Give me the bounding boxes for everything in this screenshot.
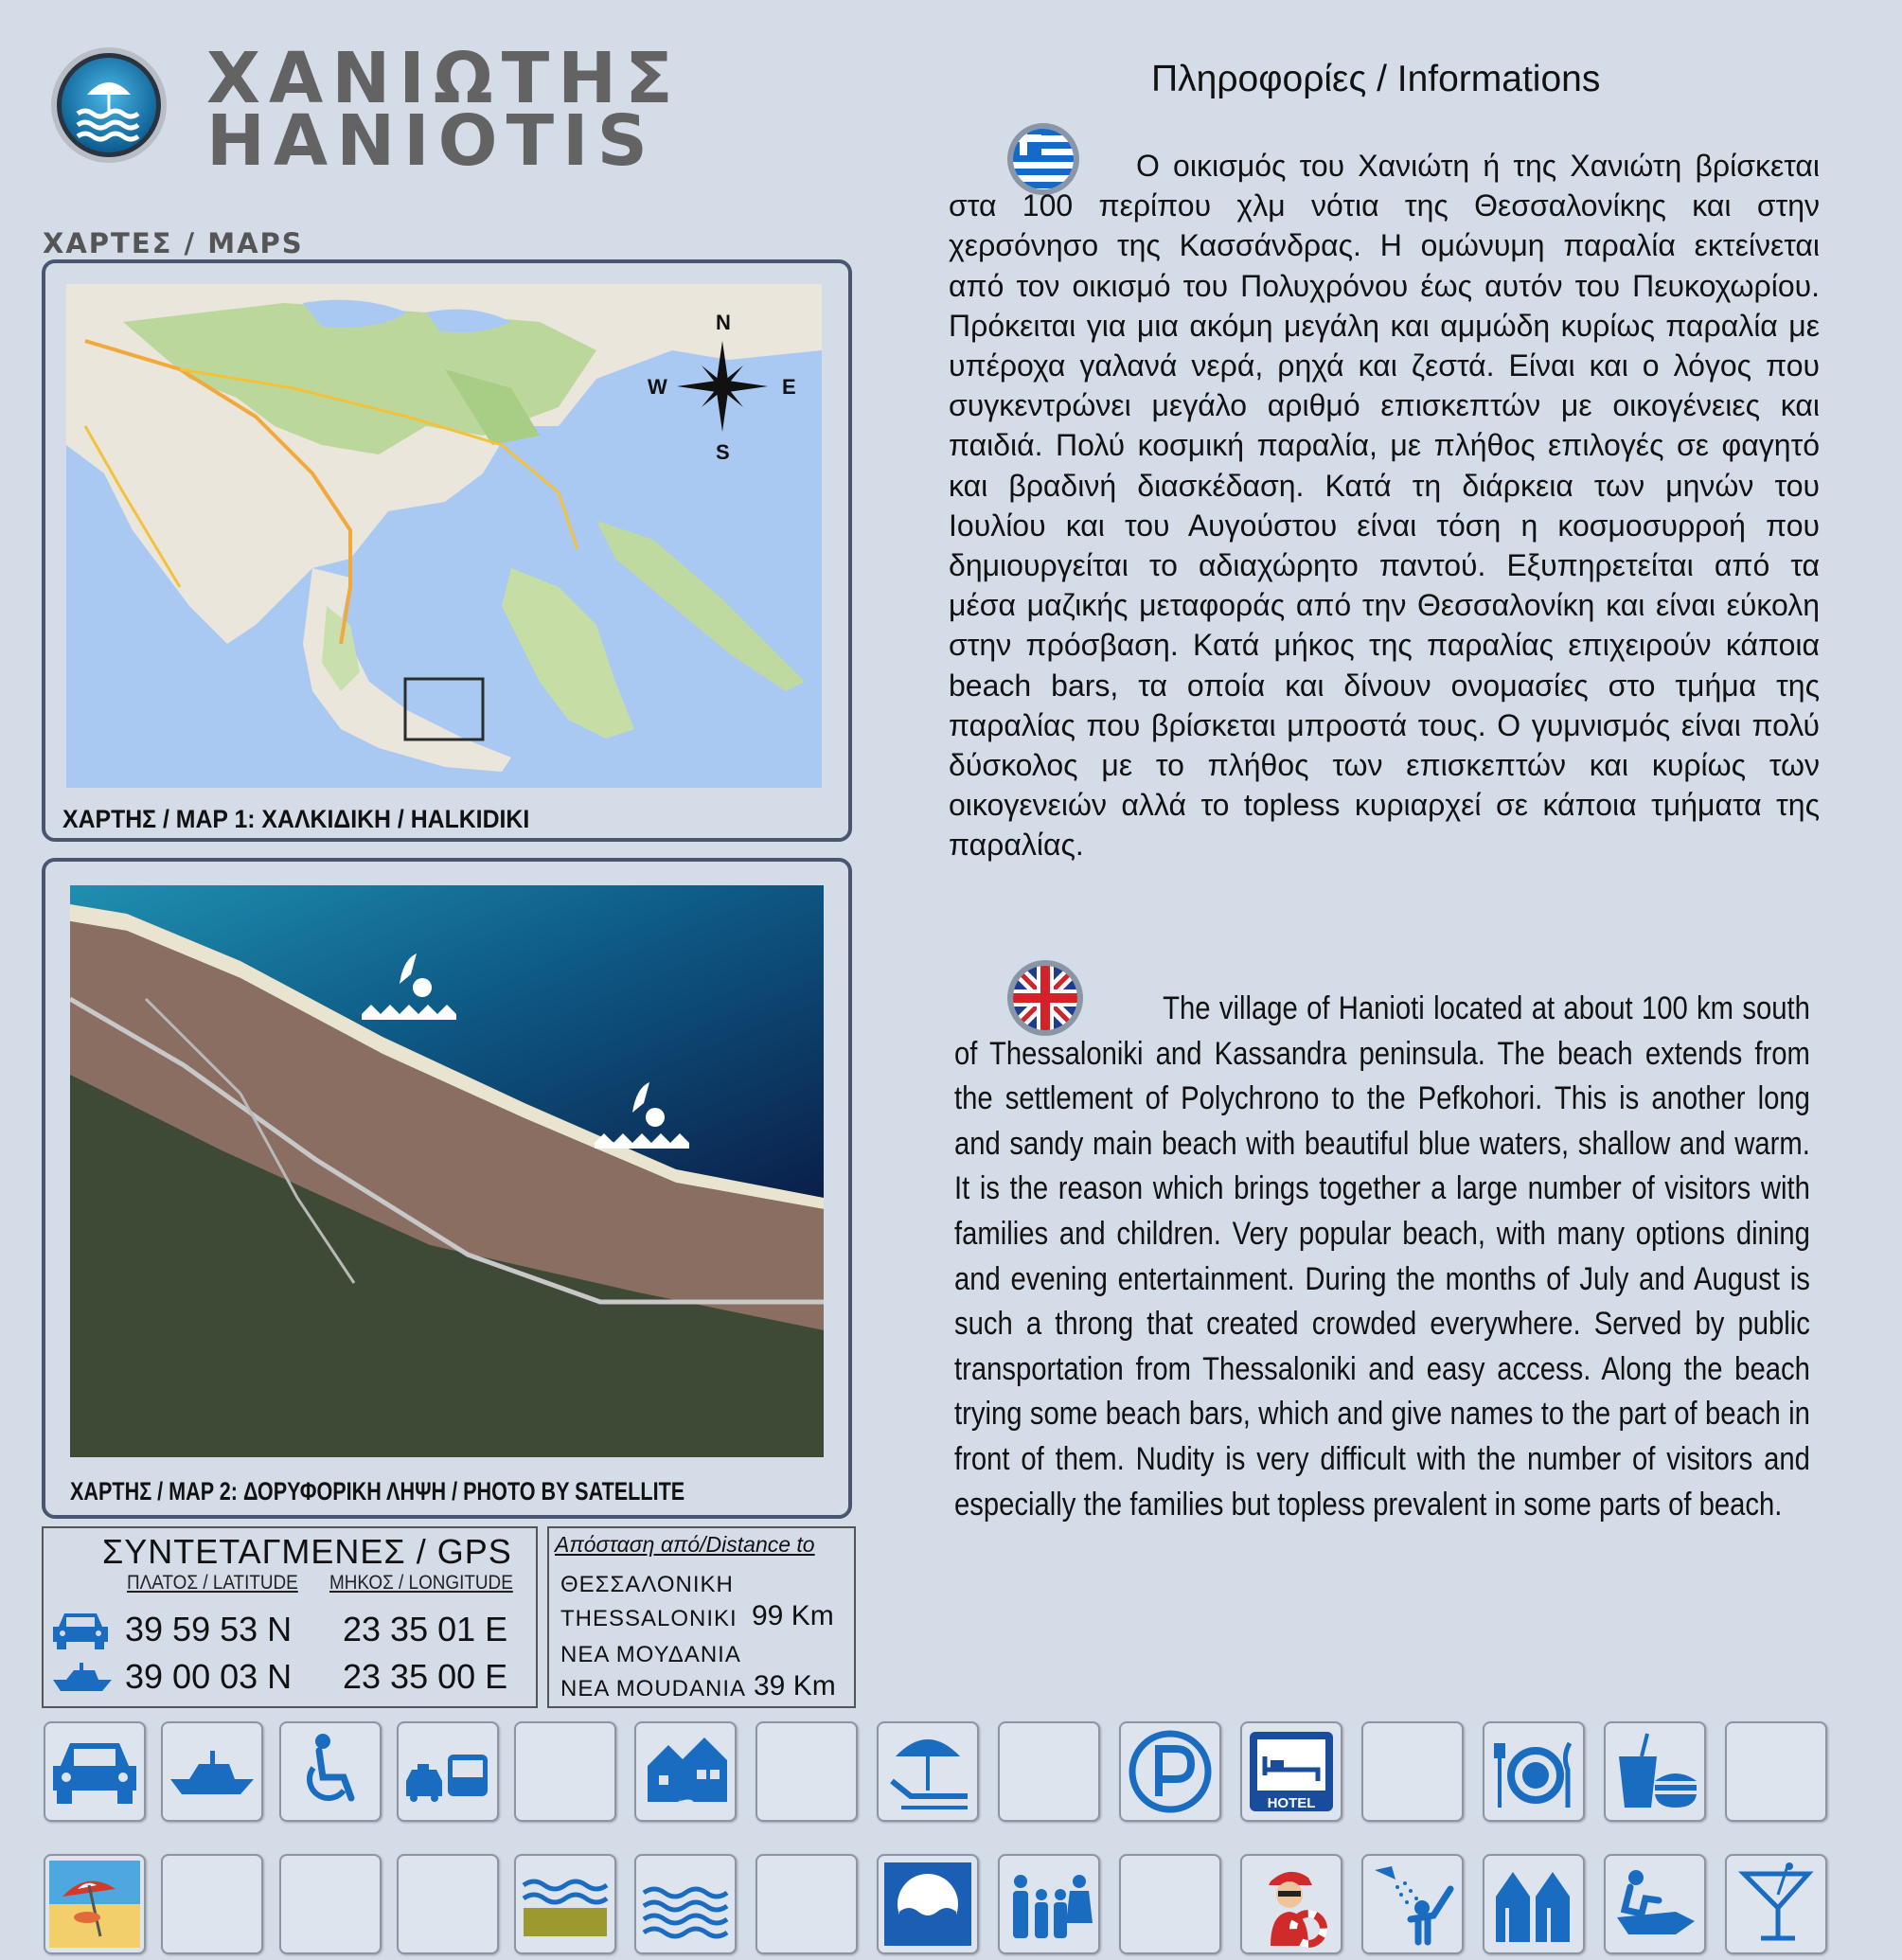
distance-city-2-latin: NEA MOUDANIA: [560, 1676, 747, 1702]
boat-access-tile[interactable]: [161, 1721, 263, 1822]
hotel-label: HOTEL: [1267, 1795, 1316, 1811]
changing-cabins-icon: [1488, 1861, 1579, 1948]
empty-tile: [755, 1854, 858, 1954]
car-icon: [51, 1610, 110, 1651]
wheelchair-access-tile[interactable]: [279, 1721, 382, 1822]
map2-caption: ΧΑΡΤΗΣ / MAP 2: ΔΟΡΥΦΟΡΙΚΗ ΛΗΨΗ / PHOTO BY SATELLITE: [70, 1477, 685, 1506]
fast-food-tile[interactable]: [1604, 1721, 1706, 1822]
changing-cabins-tile[interactable]: [1483, 1854, 1585, 1954]
beach-photo-tile[interactable]: [44, 1854, 146, 1954]
page-title-latin: HANIOTIS: [206, 100, 656, 182]
empty-tile: [161, 1854, 263, 1954]
umbrella-sunbed-icon: [882, 1728, 973, 1815]
houses-icon: [640, 1728, 731, 1815]
boat-icon: [51, 1659, 114, 1693]
shower-tile[interactable]: [1361, 1854, 1464, 1954]
english-description: The village of Hanioti located at about 100 km south of Thessaloniki and Kassandra peninsula. The beach extends from the settlement of Polychrono to the Pefkohori. This is another long and sandy main beach with beautiful blue waters, shallow and warm. It is the reason which brings together a large number of visitors with families and children. Very popular beach, with many options dining and evening entertainment. During the months of July and August is such a throng that created crowded everywhere. Served by public transportation from Thessaloniki and easy access. Along the beach trying some beach bars, which and give names to the part of beach in front of them. Nudity is very difficult with the number of visitors and especially the families but topless prevalent in some parts of beach.: [954, 990, 1810, 1523]
gps-title: ΣΥΝΤΕΤΑΓΜΕΝΕΣ / GPS: [102, 1532, 512, 1571]
restaurant-tile[interactable]: [1483, 1721, 1585, 1822]
beach-umbrella-photo-icon: [49, 1861, 140, 1948]
accommodation-tile[interactable]: [634, 1721, 737, 1822]
parking-tile[interactable]: [1119, 1721, 1221, 1822]
distance-city-2-greek: ΝΕΑ ΜΟΥΔΑΝΙΑ: [560, 1642, 741, 1667]
boat-longitude: 23 35 00 E: [343, 1657, 508, 1696]
blue-flag-tile[interactable]: [877, 1854, 979, 1954]
longitude-label: ΜΗΚΟΣ / LONGITUDE: [329, 1572, 513, 1594]
car-latitude: 39 59 53 N: [125, 1610, 293, 1648]
lifeguard-icon: [1246, 1861, 1337, 1948]
map1-caption: ΧΑΡΤΗΣ / MAP 1: ΧΑΛΚΙΔΙΚΗ / HALKIDIKI: [62, 805, 530, 833]
hotel-tile[interactable]: [1240, 1721, 1342, 1822]
shower-icon: [1367, 1861, 1458, 1948]
cocktail-icon: [1731, 1861, 1822, 1948]
compass-north: N: [716, 311, 731, 334]
sandy-beach-tile[interactable]: [514, 1854, 616, 1954]
compass-south: S: [716, 440, 730, 464]
fast-food-icon: [1609, 1728, 1700, 1815]
water-tile[interactable]: [634, 1854, 737, 1954]
lifeguard-tile[interactable]: [1240, 1854, 1342, 1954]
satellite-photo[interactable]: [70, 885, 824, 1457]
empty-tile: [514, 1721, 616, 1822]
boat-latitude: 39 00 03 N: [125, 1657, 293, 1696]
distance-city-1-greek: ΘΕΣΣΑΛΟΝΙΚΗ: [560, 1572, 734, 1597]
empty-tile: [1119, 1854, 1221, 1954]
boat-icon: [167, 1728, 258, 1815]
empty-tile: [279, 1854, 382, 1954]
info-heading: Πληροφορίες / Informations: [1151, 59, 1601, 99]
distance-km-2: 39 Km: [754, 1670, 836, 1702]
family-tile[interactable]: [998, 1854, 1100, 1954]
car-access-tile[interactable]: [44, 1721, 146, 1822]
beach-umbrella-logo-icon: [49, 45, 169, 165]
empty-tile: [755, 1721, 858, 1822]
compass-west: W: [648, 375, 667, 399]
car-longitude: 23 35 01 E: [343, 1610, 508, 1648]
satellite-photo-graphic: [70, 885, 824, 1457]
blue-flag-icon: [882, 1861, 973, 1948]
distance-city-1-latin: THESSALONIKI: [560, 1606, 738, 1631]
taxi-bus-tile[interactable]: [397, 1721, 499, 1822]
jet-ski-tile[interactable]: [1604, 1854, 1706, 1954]
family-icon: [1004, 1861, 1094, 1948]
restaurant-icon: [1488, 1728, 1579, 1815]
waves-icon: [640, 1861, 731, 1948]
compass-east: E: [782, 375, 796, 399]
page-title-greek: ΧΑΝΙΩΤΗΣ: [206, 38, 682, 119]
halkidiki-map-graphic: [66, 284, 822, 788]
wheelchair-icon: [285, 1728, 376, 1815]
sand-waves-icon: [520, 1861, 611, 1948]
greek-description: Ο οικισμός του Χανιώτη ή της Χανιώτη βρίσκεται στα 100 περίπου χλμ νότια της Θεσσαλονίκης και στην χερσόνησο της Κασσάνδρας. Η ομώνυμη παραλία εκτείνεται από τον οικισμό του Πολυχρόνου έως αυτόν του Πευκοχωρίου. Πρόκειται για μια ακόμη μεγάλη και αμμώδη κυρίως παραλία με υπέροχα γαλανά νερά, ρηχά και ζεστά. Είναι και ο λόγος που συγκεντρώνει μεγάλο αριθμό επισκεπτών με οικογένειες και παιδιά. Πολύ κοσμική παραλία, με πλήθος επιλογές σε φαγητό και βραδινή διασκέδαση. Κατά τη διάρκεια των μηνών του Ιουλίου και του Αυγούστου είναι τόση η κοσμοσυρροή που δημιουργείται το αδιαχώρητο παντού. Εξυπηρετείται από τα μέσα μαζικής μεταφοράς από την Θεσσαλονίκη και είναι εύκολη στην πρόσβαση. Κατά μήκος της παραλίας επιχειρούν κάποια beach bars, τα οποία και δίνουν ονομασίες στο τμήμα της παραλίας που βρίσκεται μπροστά τους. Ο γυμνισμός είναι πολύ δύσκολος με το πλήθος των επισκεπτών και κυρίως των οικογενειών αλλά το topless κυριαρχεί σε κάποια τμήματα της παραλίας.: [949, 149, 1820, 863]
halkidiki-map[interactable]: [66, 284, 822, 788]
distance-km-1: 99 Km: [752, 1600, 834, 1631]
distance-title: Απόσταση από/Distance to: [555, 1532, 815, 1557]
empty-tile: [397, 1854, 499, 1954]
parking-icon: [1125, 1728, 1216, 1815]
umbrella-sunbed-tile[interactable]: [877, 1721, 979, 1822]
taxi-bus-icon: [402, 1728, 493, 1815]
hotel-icon: [1246, 1728, 1337, 1815]
empty-tile: [998, 1721, 1100, 1822]
empty-tile: [1725, 1721, 1827, 1822]
car-icon: [49, 1728, 140, 1815]
bar-tile[interactable]: [1725, 1854, 1827, 1954]
maps-heading: ΧΑΡΤΕΣ / MAPS: [43, 227, 304, 259]
empty-tile: [1361, 1721, 1464, 1822]
latitude-label: ΠΛΑΤΟΣ / LATITUDE: [127, 1572, 298, 1594]
jet-ski-icon: [1609, 1861, 1700, 1948]
